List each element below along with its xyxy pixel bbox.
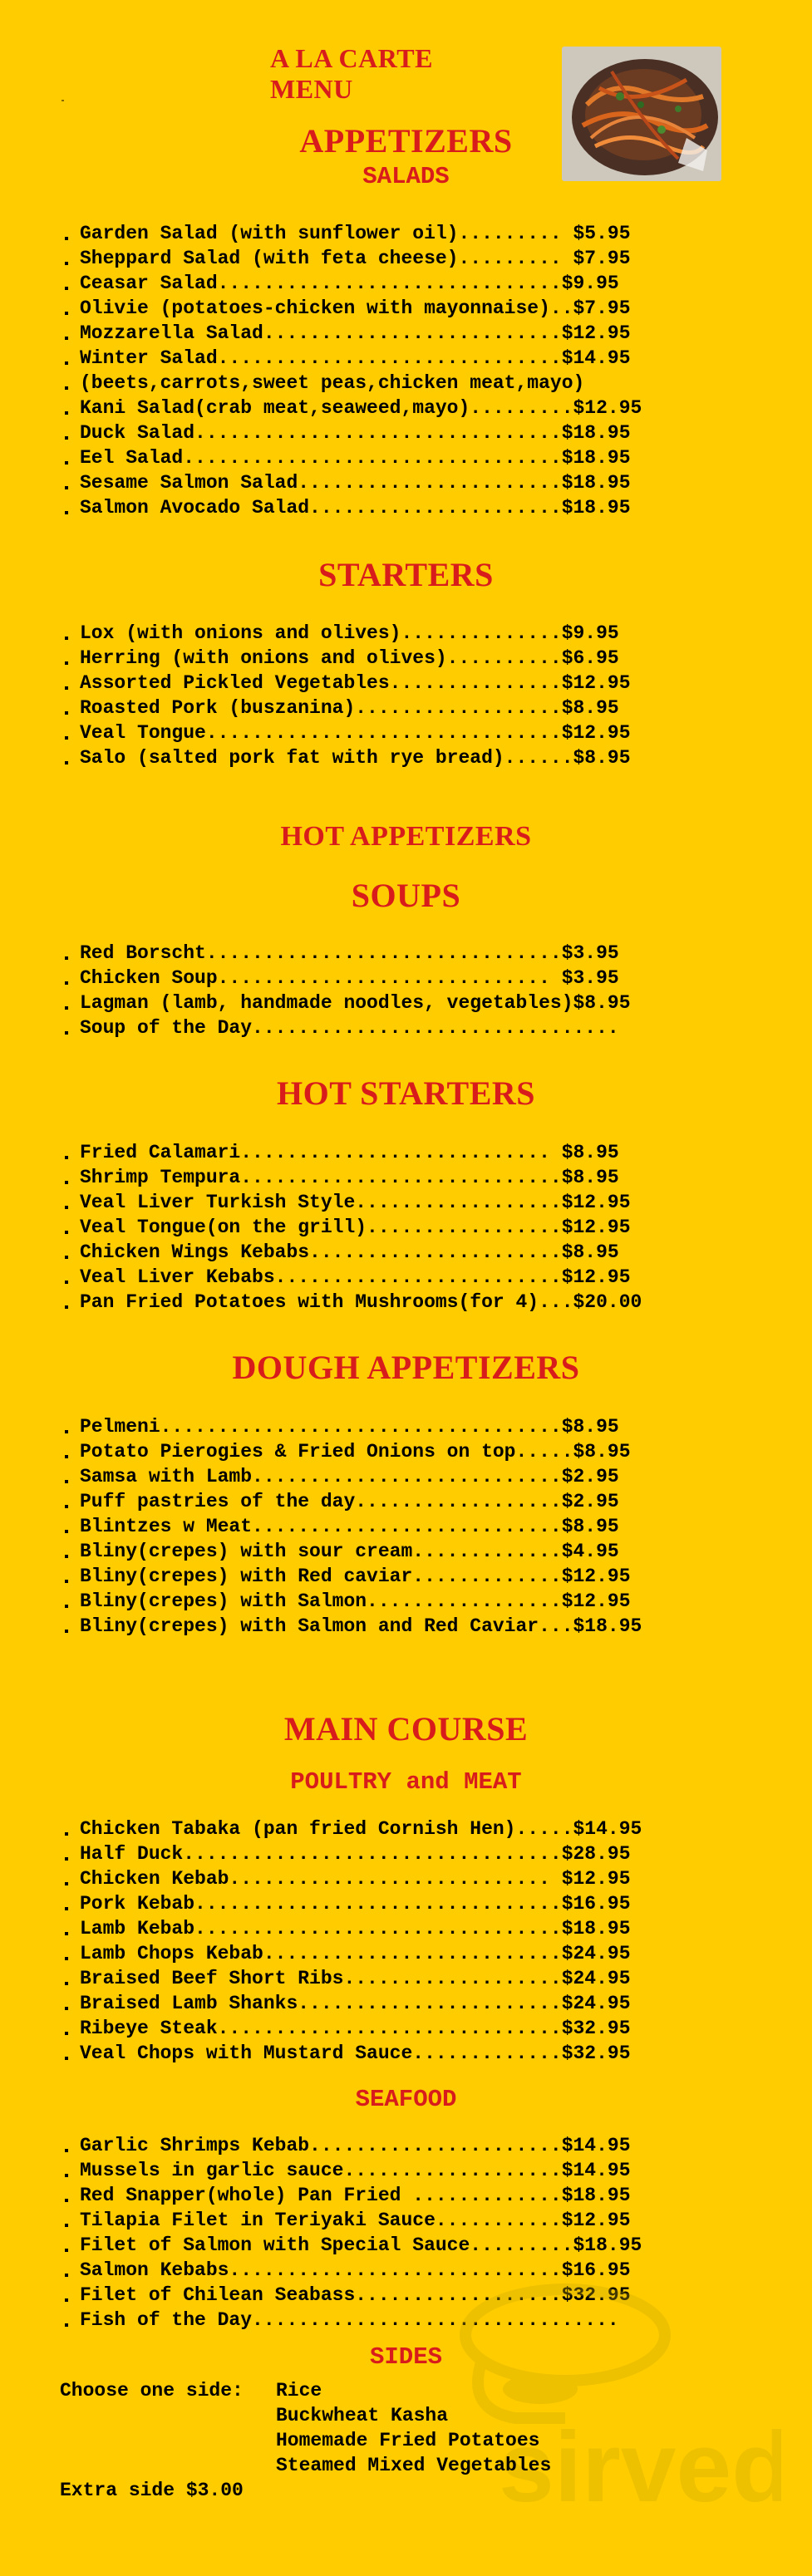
section-title-soups: SOUPS — [351, 877, 461, 914]
sides-row — [60, 2453, 551, 2478]
dough-appetizers-list — [65, 1414, 642, 1639]
list-item: Mussels in garlic sauce...................$14.95 — [65, 2158, 642, 2183]
list-item: Red Borscht...............................$3.95 — [65, 941, 631, 966]
list-item: Veal Chops with Mustard Sauce.............$32.95 — [65, 2041, 642, 2066]
list-item: Lamb Chops Kebab..........................$24.95 — [65, 1941, 642, 1966]
sides-extra: Extra side $3.00 — [60, 2480, 244, 2501]
list-item: Bliny(crepes) with Salmon and Red Caviar...$18.95 — [65, 1614, 642, 1639]
section-title-dough-appetizers: DOUGH APPETIZERS — [232, 1349, 580, 1386]
list-item: Pork Kebab................................$16.95 — [65, 1891, 642, 1916]
list-item: Veal Liver Turkish Style..................$12.95 — [65, 1190, 642, 1215]
section-title-starters: STARTERS — [318, 556, 494, 593]
section-title-hot-appetizers: HOT APPETIZERS — [280, 821, 532, 852]
list-item: Braised Lamb Shanks.......................$24.95 — [65, 1991, 642, 2016]
list-item: Herring (with onions and olives)..........$6.95 — [65, 646, 631, 671]
list-item: Bliny(crepes) with Red caviar.............$12.95 — [65, 1564, 642, 1589]
poultry-meat-list — [65, 1816, 642, 2066]
list-item: Roasted Pork (buszanina)..................$8.95 — [65, 696, 631, 720]
list-item: Veal Liver Kebabs.........................$12.95 — [65, 1265, 642, 1290]
list-item: Assorted Pickled Vegetables...............$12.95 — [65, 671, 631, 696]
list-item: Salmon Avocado Salad......................$18.95 — [65, 495, 642, 520]
salads-list — [65, 221, 642, 520]
section-title-sides: SIDES — [369, 2343, 442, 2371]
list-item: Chicken Tabaka (pan fried Cornish Hen).....$14.95 — [65, 1816, 642, 1841]
list-item: (beets,carrots,sweet peas,chicken meat,mayo) — [65, 371, 642, 396]
list-item: Pelmeni...................................$8.95 — [65, 1414, 642, 1439]
list-item: Veal Tongue(on the grill).................$12.95 — [65, 1215, 642, 1240]
list-item: Bliny(crepes) with Salmon.................$12.95 — [65, 1589, 642, 1614]
decorative-dot — [62, 100, 64, 101]
food-photo — [562, 47, 721, 181]
subsection-title-poultry-meat: POULTRY and MEAT — [290, 1768, 522, 1796]
list-item: Soup of the Day................................ — [65, 1015, 631, 1040]
list-item: Blintzes w Meat...........................$8.95 — [65, 1514, 642, 1539]
list-item: Shrimp Tempura............................$8.95 — [65, 1165, 642, 1190]
list-item: Filet of Chilean Seabass..................$32.95 — [65, 2283, 642, 2308]
list-item: Chicken Wings Kebabs......................$8.95 — [65, 1240, 642, 1265]
list-item: Salmon Kebabs.............................$16.95 — [65, 2258, 642, 2283]
list-item: Duck Salad................................$18.95 — [65, 420, 642, 445]
section-title-appetizers: APPETIZERS — [299, 122, 513, 160]
list-item: Garden Salad (with sunflower oil)......... $5.95 — [65, 221, 642, 246]
starters-list — [65, 621, 631, 770]
list-item: Mozzarella Salad..........................$12.95 — [65, 321, 642, 346]
list-item: Veal Tongue...............................$12.95 — [65, 720, 631, 745]
list-item: Winter Salad..............................$14.95 — [65, 346, 642, 371]
list-item: Lagman (lamb, handmade noodles, vegetables)$8.95 — [65, 991, 631, 1015]
hot-starters-list — [65, 1140, 642, 1315]
list-item: Filet of Salmon with Special Sauce.........$18.95 — [65, 2233, 642, 2258]
sides-block — [60, 2378, 551, 2503]
list-item: Lamb Kebab................................$18.95 — [65, 1916, 642, 1941]
subsection-title-salads: SALADS — [362, 163, 450, 190]
list-item: Ceasar Salad..............................$9.95 — [65, 271, 642, 296]
list-item: Braised Beef Short Ribs...................$24.95 — [65, 1966, 642, 1991]
subsection-title-seafood: SEAFOOD — [355, 2086, 457, 2113]
list-item: Kani Salad(crab meat,seaweed,mayo).........$12.95 — [65, 396, 642, 420]
side-option: Buckwheat Kasha — [276, 2405, 449, 2426]
section-title-hot-starters: HOT STARTERS — [277, 1074, 535, 1112]
list-item: Fish of the Day................................ — [65, 2308, 642, 2333]
side-option: Rice — [276, 2380, 322, 2401]
sides-row — [60, 2378, 551, 2403]
food-photo-image — [562, 47, 721, 181]
list-item: Lox (with onions and olives)..............$9.95 — [65, 621, 631, 646]
list-item: Puff pastries of the day..................$2.95 — [65, 1489, 642, 1514]
list-item: Sheppard Salad (with feta cheese)......... $7.95 — [65, 246, 642, 271]
menu-title: A LA CARTE MENU — [270, 43, 433, 104]
list-item: Salo (salted pork fat with rye bread)......$8.95 — [65, 745, 631, 770]
list-item: Bliny(crepes) with sour cream.............$4.95 — [65, 1539, 642, 1564]
list-item: Olivie (potatoes-chicken with mayonnaise)..$7.95 — [65, 296, 642, 321]
list-item: Eel Salad.................................$18.95 — [65, 445, 642, 470]
list-item: Ribeye Steak..............................$32.95 — [65, 2016, 642, 2041]
sides-choose-label: Choose one side: — [60, 2380, 244, 2401]
side-option: Steamed Mixed Vegetables — [276, 2455, 552, 2476]
list-item: Sesame Salmon Salad.......................$18.95 — [65, 470, 642, 495]
watermark-text: sirved — [499, 2411, 781, 2518]
side-option: Homemade Fried Potatoes — [276, 2430, 540, 2451]
list-item: Pan Fried Potatoes with Mushrooms(for 4)...$20.00 — [65, 1290, 642, 1315]
soups-list — [65, 941, 631, 1040]
sides-row — [60, 2428, 551, 2453]
list-item: Samsa with Lamb...........................$2.95 — [65, 1464, 642, 1489]
section-title-main-course: MAIN COURSE — [283, 1710, 529, 1748]
list-item: Potato Pierogies & Fried Onions on top.....$8.95 — [65, 1439, 642, 1464]
list-item: Tilapia Filet in Teriyaki Sauce...........$12.95 — [65, 2208, 642, 2233]
list-item: Garlic Shrimps Kebab......................$14.95 — [65, 2133, 642, 2158]
list-item: Chicken Soup............................. $3.95 — [65, 966, 631, 991]
sides-row — [60, 2403, 551, 2428]
list-item: Red Snapper(whole) Pan Fried .............$18.95 — [65, 2183, 642, 2208]
list-item: Chicken Kebab............................ $12.95 — [65, 1866, 642, 1891]
list-item: Half Duck.................................$28.95 — [65, 1841, 642, 1866]
list-item: Fried Calamari........................... $8.95 — [65, 1140, 642, 1165]
